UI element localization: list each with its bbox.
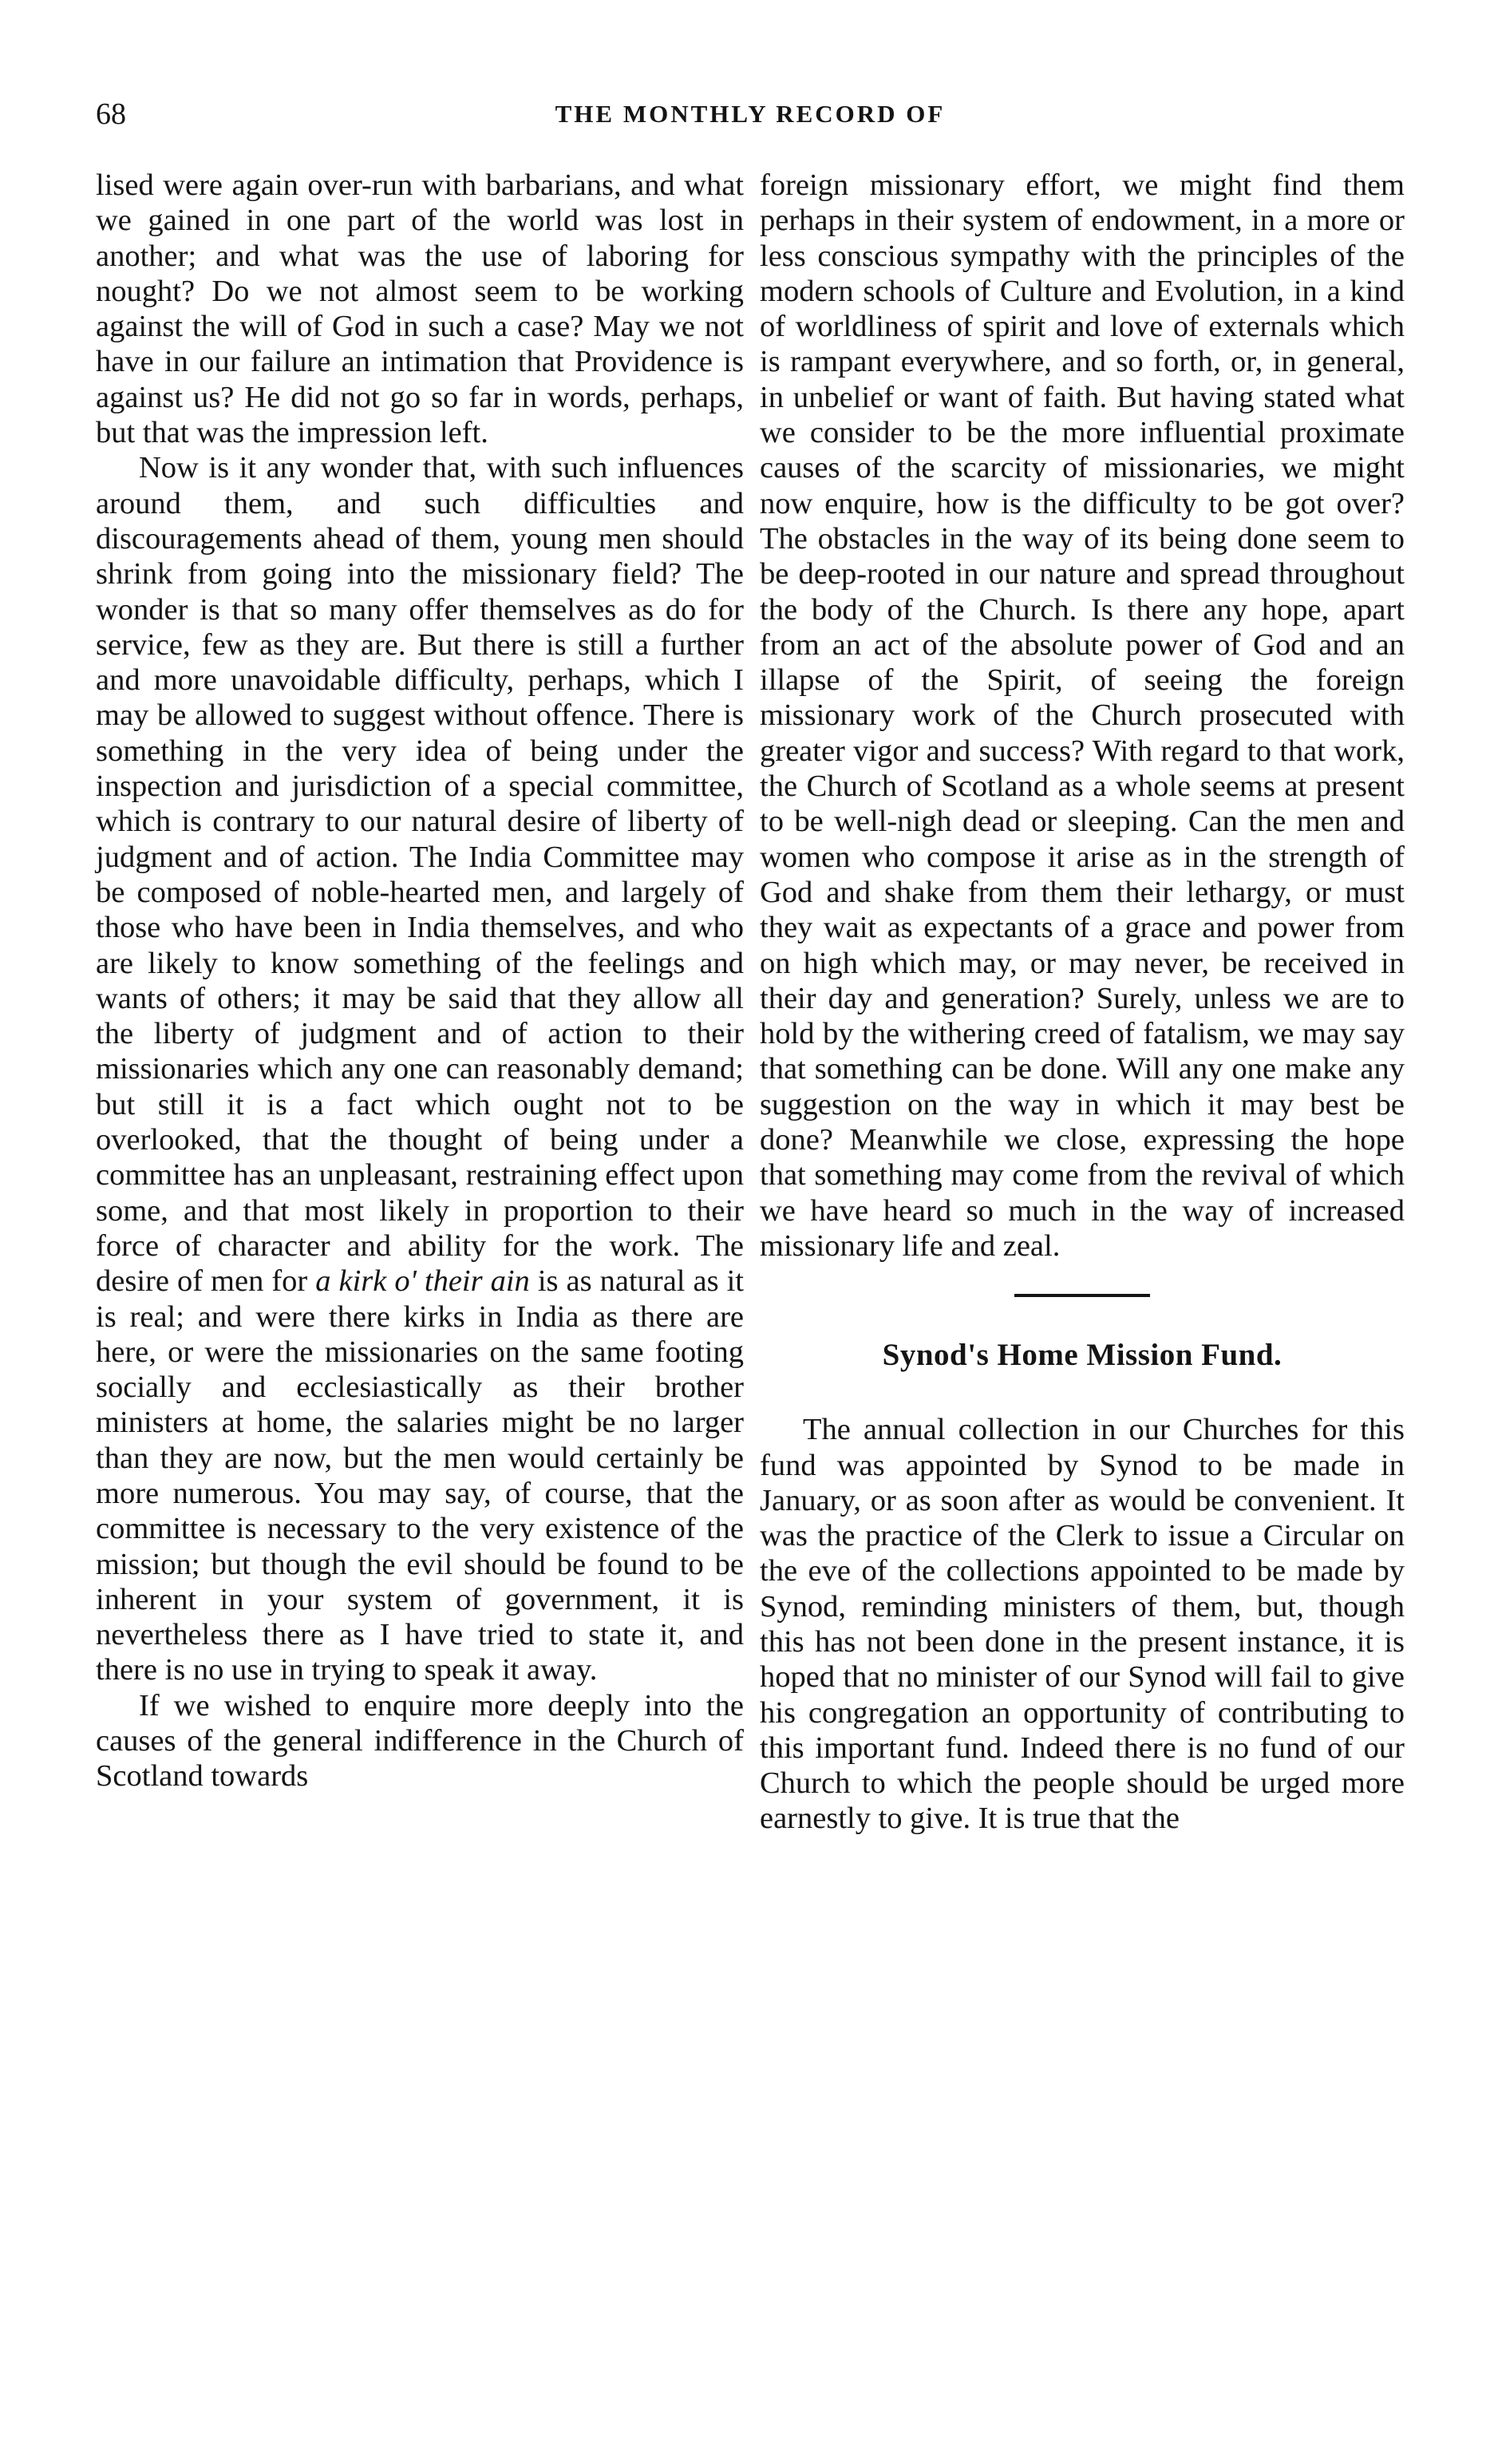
paragraph [96, 450, 744, 1687]
paragraph: lised were again over-run with barbarians, and what we gained in one part of the world was lost in another; and what was the use of laboring for nought? Do we not almost seem to be working against the will of God in such a case? May we not have in our failure an intimation that Providence is against us? He did not go so far in words, perhaps, but that was the impression left. [96, 168, 744, 450]
paragraph: If we wished to enquire more deeply into the causes of the general indifference in the Church of Scotland towards [96, 1688, 744, 1794]
section-heading: Synod's Home Mission Fund. [882, 1338, 1283, 1373]
paragraph: The annual collection in our Churches for this fund was appointed by Synod to be made in January, or as soon after as would be convenient. It was the practice of the Clerk to issue a Circular on the eve of the collections appointed to be made by Synod, reminding ministers of them, but, though this has not been done in the present instance, it is hoped that no minister of our Synod will fail to give his congregation an opportunity of contributing to this important fund. Indeed there is no fund of our Church to which the people should be urged more earnestly to give. It is true that the [760, 1413, 1405, 1836]
page-number: 68 [96, 97, 126, 131]
journal-title: THE MONTHLY RECORD OF [555, 100, 946, 128]
section-divider [1014, 1294, 1150, 1297]
paragraph: foreign missionary effort, we might find them perhaps in their system of endowment, in a more or less conscious sympathy with the principles of the modern schools of Culture and Evolution, in a kind of worldliness of spirit and love of externals which is rampant everywhere, and so forth, or, in general, in unbelief or want of faith. But having stated what we consider to be the more influential proximate causes of the scarcity of missionaries, we might now enquire, how is the difficulty to be got over? The obstacles in the way of its being done seem to be deep-rooted in our nature and spread throughout the body of the Church. Is there any hope, apart from an act of the absolute power of God and an illapse of the Spirit, of seeing the foreign missionary work of the Church prosecuted with greater vigor and success? With regard to that work, the Church of Scotland as a whole seems at present to be well-nigh dead or sleeping. Can the men and women who compose it arise as in the strength of God and shake from them their lethargy, or must they wait as expectants of a grace and power from on high which may, or may never, be received in their day and generation? Surely, unless we are to hold by the withering creed of fatalism, we may say that something can be done. Will any one make any suggestion on the way in which it may best be done? Meanwhile we close, expressing the hope that something may come from the revival of which we have heard so much in the way of increased missionary life and zeal. [760, 168, 1405, 1263]
paragraph-text: Now is it any wonder that, with such influences around them, and such difficulties and discouragements ahead of them, young men should shrink from going into the missionary field? The wonder is that so many offer themselves as do for service, few as they are. But there is still a further and more unavoidable difficulty, perhaps, which I may be allowed to suggest without offence. There is something in the very idea of being under the inspection and jurisdiction of a special committee, which is contrary to our natural desire of liberty of judgment and of action. The India Committee may be composed of noble-hearted men, and largely of those who have been in India themselves, and who are likely to know something of the feelings and wants of others; it may be said that they allow all the liberty of judgment and of action to their missionaries which any one can reasonably demand; but still it is a fact which ought not to be overlooked, that the thought of being under a committee has an unpleasant, restraining effect upon some, and that most likely in proportion to their force of character and ability for the work. The desire of men for [96, 451, 744, 1299]
paragraph-text: is as natural as it is real; and were there kirks in India as there are here, or were the missionaries on the same footing socially and ecclesiastically as their brother ministers at home, the salaries might be no larger than they are now, but the men would certainly be more numerous. You may say, of course, that the committee is necessary to the very existence of the mission; but though the evil should be found to be inherent in your system of government, it is nevertheless there as I have tried to state it, and there is no use in trying to speak it away. [96, 1264, 744, 1687]
running-head [96, 94, 1405, 134]
right-column [760, 168, 1405, 1837]
emphasis-text: a kirk o' their ain [315, 1264, 530, 1299]
left-column [96, 168, 744, 1794]
